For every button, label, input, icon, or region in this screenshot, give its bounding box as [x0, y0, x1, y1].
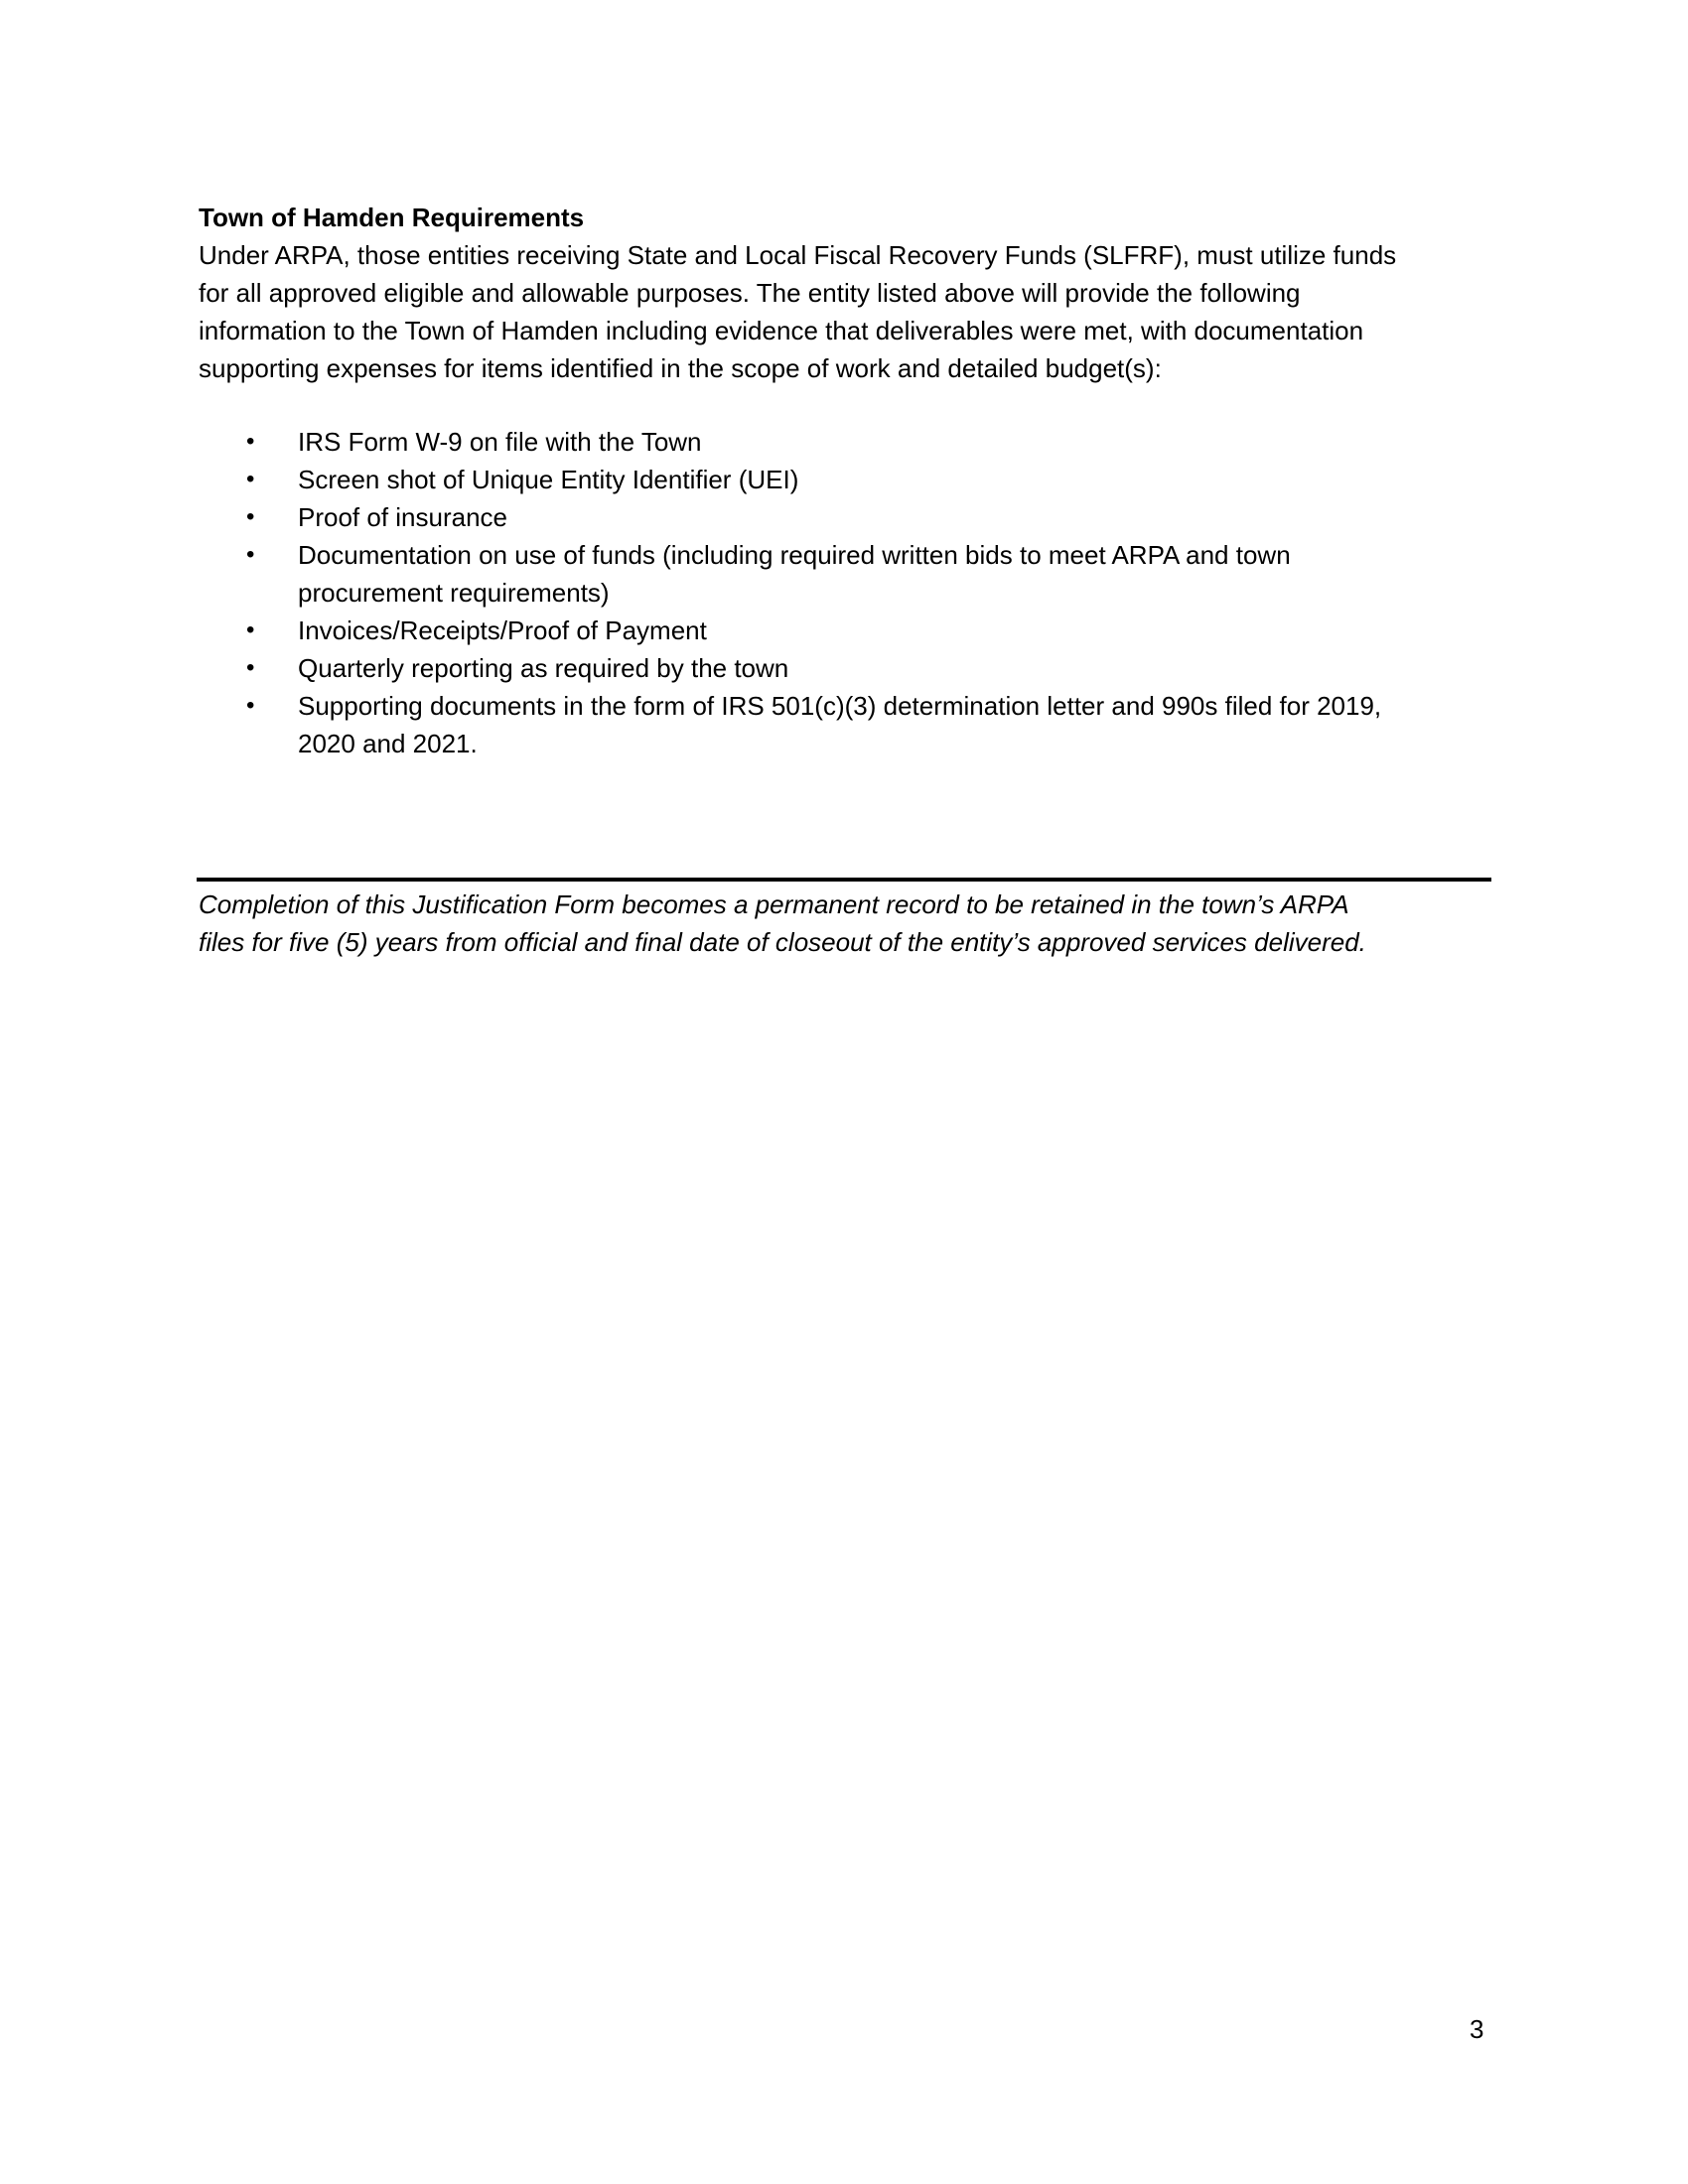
bullet-icon: •: [246, 616, 255, 643]
horizontal-divider: [197, 878, 1491, 882]
requirements-section: [199, 199, 1489, 762]
list-item: [199, 498, 1489, 536]
requirement-text: Proof of insurance: [298, 502, 508, 532]
requirement-text: Quarterly reporting as required by the town: [298, 653, 789, 683]
intro-paragraph: Under ARPA, those entities receiving State and Local Fiscal Recovery Funds (SLFRF), must utilize funds for all approved eligible and allowable purposes. The entity listed above will provide the following information to the Town of Hamden including evidence that deliverables were met, with documentation supporting expenses for items identified in the scope of work and detailed budget(s):: [199, 240, 1397, 383]
list-item: [199, 612, 1489, 649]
list-item: [199, 687, 1489, 762]
requirement-text: Documentation on use of funds (including required written bids to meet ARPA and town procurement requirements): [298, 540, 1291, 608]
bullet-icon: •: [246, 466, 255, 492]
requirements-list: [199, 423, 1489, 762]
list-item: [199, 461, 1489, 498]
requirement-text: Invoices/Receipts/Proof of Payment: [298, 615, 707, 645]
bullet-icon: •: [246, 541, 255, 568]
bullet-icon: •: [246, 654, 255, 681]
section-title: Town of Hamden Requirements: [199, 203, 585, 232]
requirement-text: Supporting documents in the form of IRS 501(c)(3) determination letter and 990s filed for 2019, 2020 and 2021.: [298, 691, 1382, 758]
list-item: [199, 423, 1489, 461]
page-number: 3: [1470, 2014, 1484, 2044]
bullet-icon: •: [246, 503, 255, 530]
retention-note: Completion of this Justification Form becomes a permanent record to be retained in the town’s ARPA files for five (5) years from official and final date of closeout of the entity’s approved services delivered.: [199, 889, 1366, 957]
requirement-text: Screen shot of Unique Entity Identifier (UEI): [298, 465, 799, 494]
bullet-icon: •: [246, 692, 255, 719]
list-item: [199, 649, 1489, 687]
list-item: [199, 536, 1489, 612]
bullet-icon: •: [246, 428, 255, 455]
requirement-text: IRS Form W-9 on file with the Town: [298, 427, 702, 457]
